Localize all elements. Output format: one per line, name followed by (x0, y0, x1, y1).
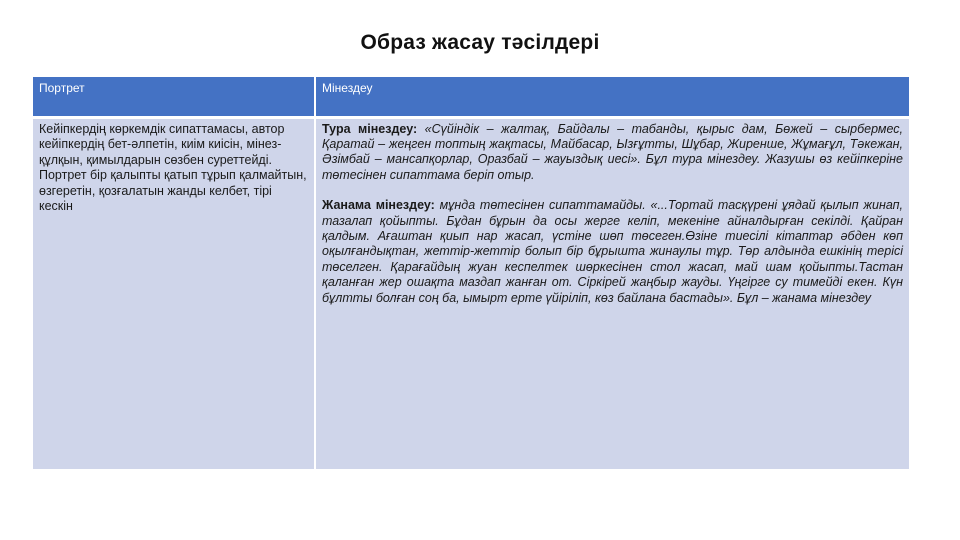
direct-characterization (322, 122, 903, 184)
indirect-characterization (322, 198, 903, 306)
paragraph-spacer (322, 183, 903, 198)
header-portrait: Портрет (33, 77, 315, 117)
portrait-cell (33, 117, 315, 469)
characterization-cell (315, 117, 909, 469)
table-row (33, 117, 909, 469)
portrait-description: Кейіпкердің көркемдік сипаттамасы, автор кейіпкердің бет-әлпетін, киім киісін, мінез-құлқын, қимылдарын сөзбен суреттейді. Портрет бір қалыпты қатып тұрып қалмайтын, өзгеретін, қозғалатын жанды келбет, тірі кескін (39, 121, 307, 214)
slide-title: Образ жасау тәсілдері (360, 31, 600, 54)
methods-table (33, 77, 909, 469)
indirect-text: мұнда төтесінен сипаттамайды. «...Тортай тасқүрені ұядай қылып жинап, тазалап қойыпты. Бұдан бұрын да осы жерге келіп, мекеніне айналдырған секілді. Қайран қалдым. Ағаштан қиып нар жасап, үстіне шөп төсеген.Өзіне тиесілі кітаптар әбден көп оқылғандықтан, жеттір-жеттір болып бір бұрышта жинаулы тұр. Төр алдында ешкінің терісі төселген. Қарағайдың жуан кеспелтек шөркесінен стол жасап, май шам қойыпты.Тастан қаланған жер ошақта маздап жанған от. Сіркірей жаңбыр жауды. Үңгірге су тимейді екен. Күн бұлтты болған соң ба, ымырт ерте үйіріліп, көз байлана бастады». Бұл – жанама мінездеу (322, 198, 903, 305)
direct-text: «Сүйіндік – жалтақ, Байдалы – табанды, қырыс дам, Бөжей – сырбермес, Қаратай – жеңген топтың жақтасы, Майбасар, Ызғұтты, Шұбар, Жиренше, Жұмағұл, Тәкежан, Әзімбай – мансапқорлар, Оразбай – жауыздық иесі». Бұл тура мінездеу. Жазушы өз кейіпкеріне төтесінен сипаттама беріп отыр. (322, 121, 903, 182)
header-characterization: Мінездеу (315, 77, 909, 117)
direct-label: Тура мінездеу: (322, 121, 418, 136)
table-header-row (33, 77, 909, 117)
indirect-label: Жанама мінездеу: (322, 198, 435, 213)
